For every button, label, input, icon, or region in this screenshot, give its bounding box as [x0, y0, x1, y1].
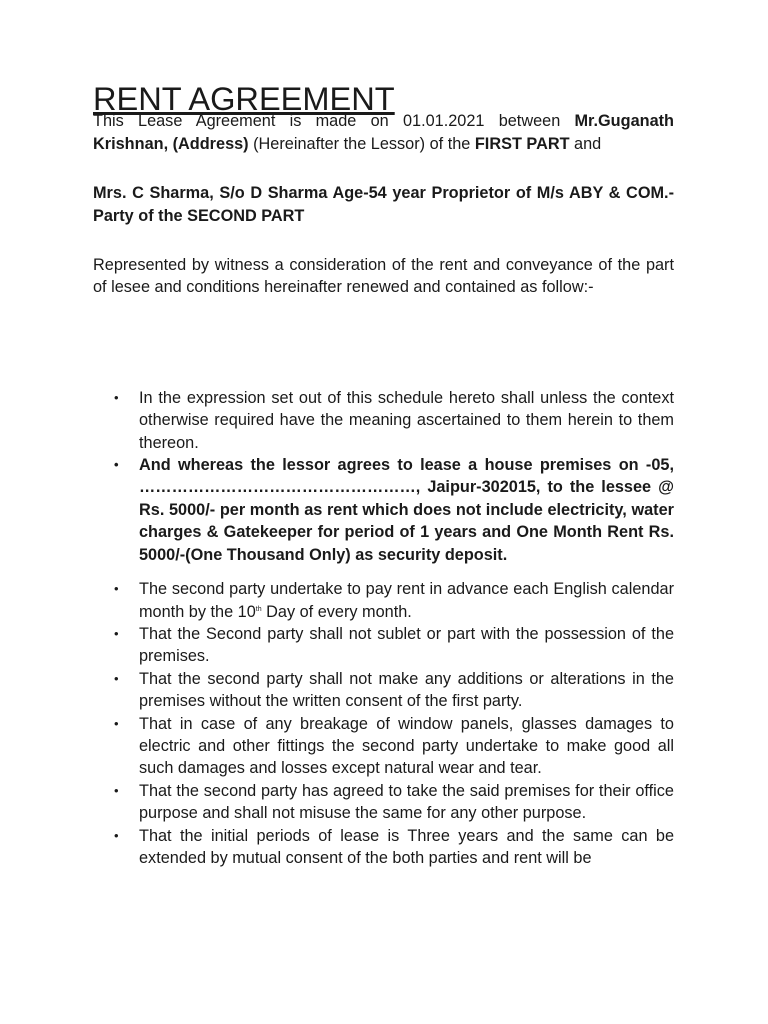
clause-text: That the Second party shall not sublet or part with the possession of the premises. — [139, 624, 674, 666]
clause-item — [93, 454, 674, 566]
clause-text: And whereas the lessor agrees to lease a house premises on -05, ……………………………………………, Jaipur-302015, to the lessee @ Rs. 5000/- per month as rent which does not include electricity, water charges & Gatekeeper for period of 1 years and One Month Rent Rs. 5000/-(One Thousand Only) as security deposit. — [139, 456, 674, 564]
clause-item — [93, 623, 674, 668]
intro-text-2: (Hereinafter the Lessor) of the — [248, 134, 475, 153]
clause-item — [93, 668, 674, 713]
lessor-name: Mr.Guganath Krishnan, (Address) — [93, 112, 674, 153]
clause-text-before: The second party undertake to pay rent in advance each English calendar month by the 10 — [139, 580, 674, 621]
witness-paragraph: Represented by witness a consideration of the rent and conveyance of the part of lesee and conditions hereinafter renewed and contained as follow:- — [93, 256, 674, 297]
clause-text-after: Day of every month. — [261, 602, 412, 621]
clause-item — [93, 387, 674, 454]
bullet-icon: • — [114, 715, 119, 731]
bullet-icon: • — [114, 625, 119, 641]
intro-text-1: This Lease Agreement is made on 01.01.2021 between — [93, 112, 575, 131]
clause-text: That the second party shall not make any additions or alterations in the premises without the written consent of the first party. — [139, 669, 674, 711]
document-title: RENT AGREEMENT — [93, 80, 395, 117]
clause-list-a — [93, 387, 674, 566]
clause-item — [93, 578, 674, 623]
ordinal-suffix: th — [255, 605, 262, 613]
bullet-icon: • — [114, 670, 119, 686]
bullet-icon: • — [114, 457, 119, 473]
intro-paragraph — [93, 110, 674, 155]
clause-text: In the expression set out of this schedule hereto shall unless the context otherwise required have the meaning ascertained to them herein to them thereon. — [139, 388, 674, 452]
clause-text: That the initial periods of lease is Three years and the same can be extended by mutual consent of the both parties and rent will be — [139, 826, 674, 867]
bullet-icon: • — [114, 782, 119, 798]
clause-item — [93, 713, 674, 780]
first-part-label: FIRST PART — [474, 134, 570, 153]
bullet-icon: • — [114, 827, 119, 843]
document-page — [93, 80, 674, 869]
clause-item — [93, 825, 674, 870]
bullet-icon: • — [114, 389, 119, 405]
clause-text: That in case of any breakage of window panels, glasses damages to electric and other fittings the second party undertake to make good all such damages and losses except natural wear and tear. — [139, 714, 674, 778]
clause-text: That the second party has agreed to take the said premises for their office purpose and shall not misuse the same for any other purpose. — [139, 781, 674, 823]
clause-list-b — [93, 578, 674, 869]
clause-item — [93, 780, 674, 825]
second-party-paragraph: Mrs. C Sharma, S/o D Sharma Age-54 year Proprietor of M/s ABY & COM.- Party of the SECOND PART — [93, 184, 674, 225]
spacer — [93, 566, 674, 578]
intro-text-3: and — [569, 134, 602, 153]
bullet-icon: • — [114, 581, 119, 597]
